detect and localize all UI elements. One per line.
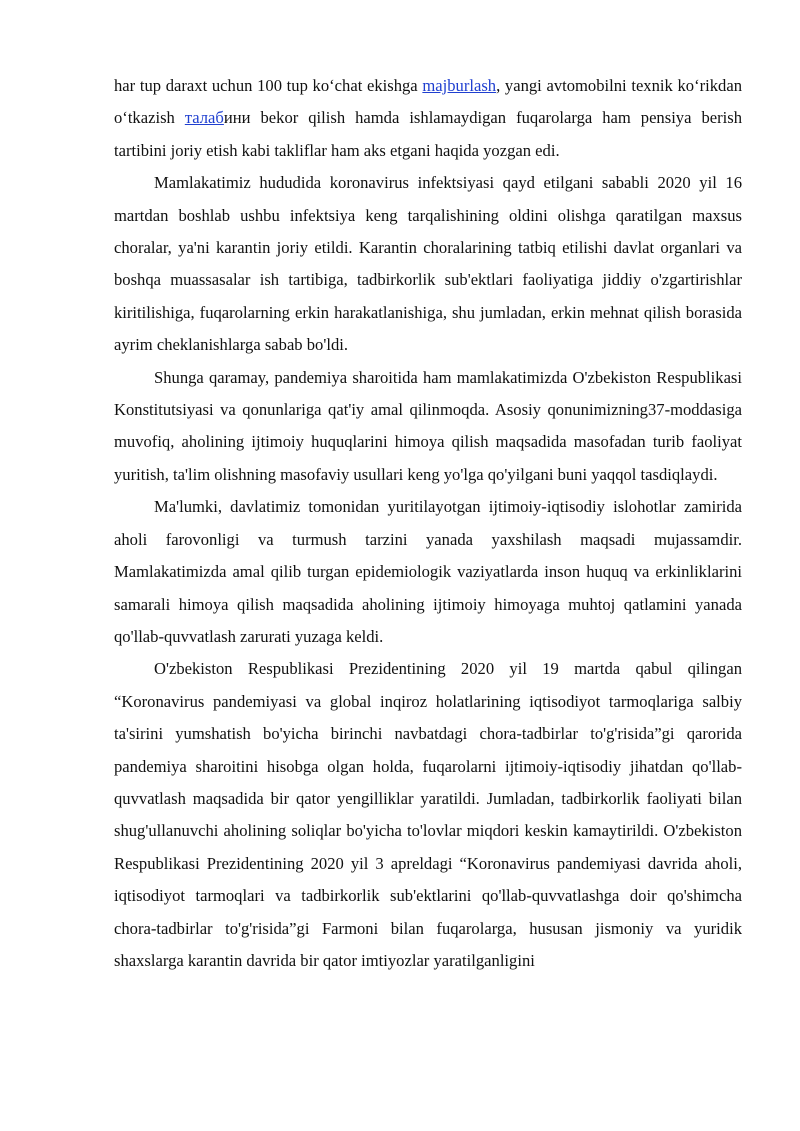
paragraph-text-end: ини bekor qilish hamda ishlamaydigan fuqarolarga ham pensiya berish tartibini joriy etish kabi takliflar ham aks etgani haqida yozgan edi. — [114, 108, 742, 160]
paragraph-reforms: Ma'lumki, davlatimiz tomonidan yuritilayotgan ijtimoiy-iqtisodiy islohotlar zamirida aholi farovonligi va turmush tarzini yanada yaxshilash maqsadi mujassamdir. Mamlakatimizda amal qilib turgan epidemiologik vaziyatlarda inson huquq va erkinliklarini samarali himoya qilish maqsadida aholining ijtimoiy himoyaga muhtoj qatlamini yanada qo'llab-quvvatlash zarurati yuzaga keldi. — [114, 497, 742, 646]
paragraph-quarantine: Mamlakatimiz hududida koronavirus infektsiyasi qayd etilgani sababli 2020 yil 16 martdan boshlab ushbu infektsiya keng tarqalishining oldini olishga qaratilgan maxsus choralar, ya'ni karantin joriy etildi. Karantin choralarining tatbiq etilishi davlat organlari va boshqa muassasalar ish tartibiga, tadbirkorlik sub'ektlari faoliyatiga jiddiy o'zgartirishlar kiritilishiga, fuqarolarning erkin harakatlanishiga, shu jumladan, erkin mehnat qilish borasida ayrim cheklanishlarga sabab bo'ldi. — [114, 173, 742, 355]
paragraph-continuation — [114, 70, 742, 167]
paragraph-constitution: Shunga qaramay, pandemiya sharoitida ham mamlakatimizda O'zbekiston Respublikasi Konstitutsiyasi va qonunlariga qat'iy amal qilinmoqda. Asosiy qonunimizning37-moddasiga muvofiq, aholining ijtimoiy huquqlarini himoya qilish maqsadida masofadan turib faoliyat yuritish, ta'lim olishning masofaviy usullari keng yo'lga qo'yilgani buni yaqqol tasdiqlaydi. — [114, 367, 742, 484]
paragraph-text-middle: , yangi avtomobilni texnik ko‘rikdan o‘tkazish — [114, 76, 742, 128]
talab-link[interactable]: талаб — [184, 108, 224, 128]
majburlash-link[interactable]: majburlash — [422, 76, 497, 95]
paragraph-presidential-decree: O'zbekiston Respublikasi Prezidentining 2020 yil 19 martda qabul qilingan “Koronavirus pandemiyasi va global inqiroz holatlarining iqtisodiyot tarmoqlariga salbiy ta'sirini yumshatish bo'yicha birinchi navbatdagi chora-tadbirlar to'g'risida”gi qarorida pandemiya sharoitini hisobga olgan holda, fuqarolarni ijtimoiy-iqtisodiy jihatdan qo'llab-quvvatlash maqsadida bir qator yengilliklar yaratildi. Jumladan, tadbirkorlik faoliyati bilan shug'ullanuvchi aholining soliqlar bo'yicha to'lovlar miqdori keskin kamaytirildi. O'zbekiston Respublikasi Prezidentining 2020 yil 3 apreldagi “Koronavirus pandemiyasi davrida aholi, iqtisodiyot tarmoqlari va tadbirkorlik sub'ektlarini qo'llab-quvvatlashga doir qo'shimcha chora-tadbirlar to'g'risida”gi Farmoni bilan fuqarolarga, hususan jismoniy va yuridik shaxslarga karantin davrida bir qator imtiyozlar yaratilganligini — [114, 659, 742, 970]
paragraph-text-start: har tup daraxt uchun 100 tup ko‘chat ekishga — [114, 76, 423, 95]
document-page — [114, 70, 742, 977]
